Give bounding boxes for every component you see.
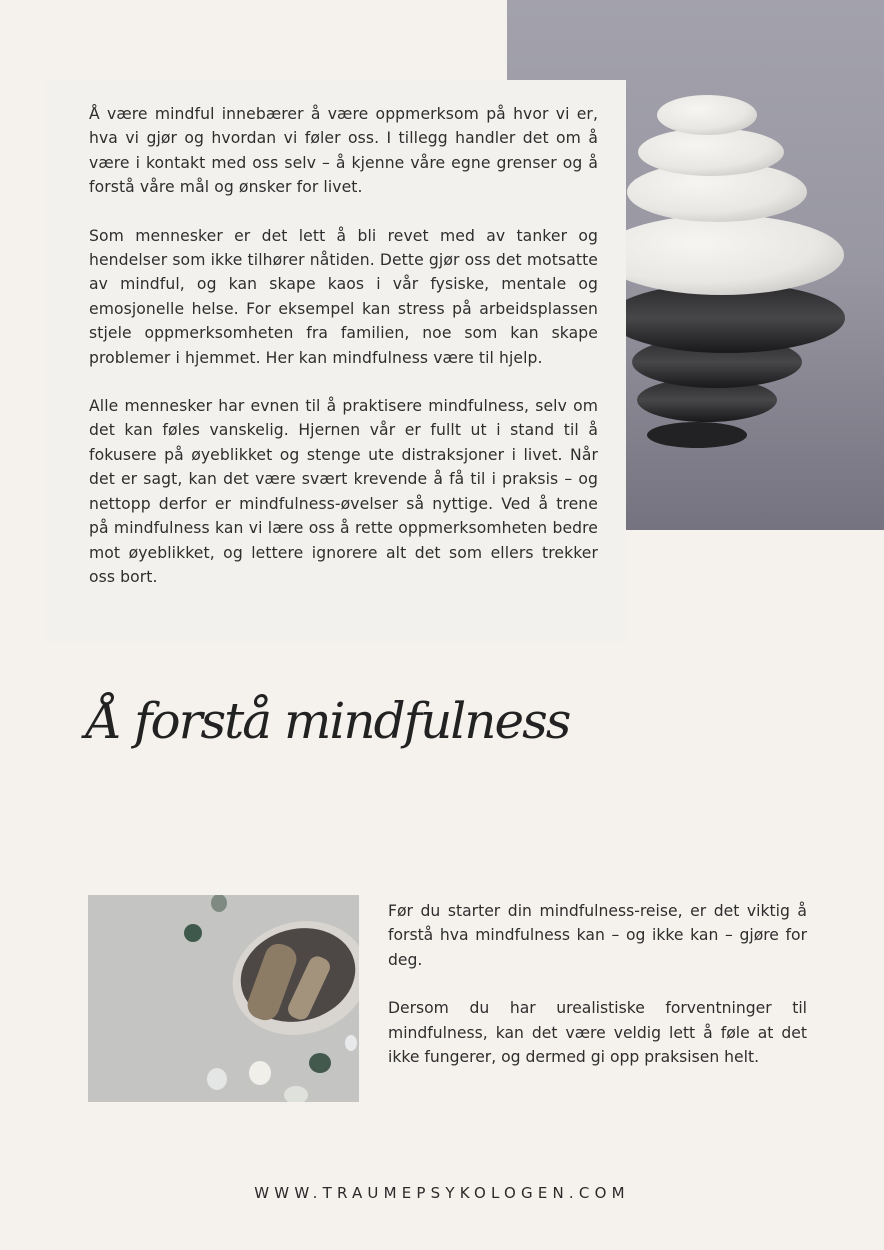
section-paragraph-1: Før du starter din mindfulness-reise, er det viktig å forstå hva mindfulness kan – og ikke kan – gjøre for deg. bbox=[388, 902, 807, 969]
footer-website-link[interactable]: WWW.TRAUMEPSYKOLOGEN.COM bbox=[254, 1184, 630, 1202]
section-paragraph-2: Dersom du har urealistiske forventninger til mindfulness, kan det være veldig lett å føle at det ikke fungerer, og dermed gi opp praksisen helt. bbox=[388, 999, 807, 1067]
sage-shell-illustration bbox=[88, 895, 359, 1102]
sage-photo bbox=[88, 895, 359, 1102]
intro-text-box bbox=[44, 80, 626, 642]
section-body bbox=[388, 899, 807, 1093]
section-heading: Å forstå mindfulness bbox=[86, 692, 570, 750]
intro-paragraph-1: Å være mindful innebærer å være oppmerksom på hvor vi er, hva vi gjør og hvordan vi føler oss. I tillegg handler det om å være i kontakt med oss selv – å kjenne våre egne grenser og å forstå våre mål og ønsker for livet. bbox=[89, 105, 598, 197]
intro-paragraph-3: Alle mennesker har evnen til å praktisere mindfulness, selv om det kan føles vanskelig. Hjernen vår er fullt ut i stand til å fokusere på øyeblikket og stenge ute distraksjoner i livet. Når det er sagt, kan det være svært krevende å få til i praksis – og nettopp derfor er mindfulness-øvelser så nyttige. Ved å trene på mindfulness kan vi lære oss å rette oppmerksomheten bedre mot øyeblikket, og lettere ignorere alt det som ellers trekker oss bort. bbox=[89, 397, 598, 586]
intro-paragraph-2: Som mennesker er det lett å bli revet med av tanker og hendelser som ikke tilhører nåtiden. Dette gjør oss det motsatte av mindful, og kan skape kaos i vår fysiske, mentale og emosjonelle helse. For eksempel kan stress på arbeidsplassen stjele oppmerksomheten fra familien, noe som kan skape problemer i hjemmet. Her kan mindfulness være til hjelp. bbox=[89, 226, 598, 367]
